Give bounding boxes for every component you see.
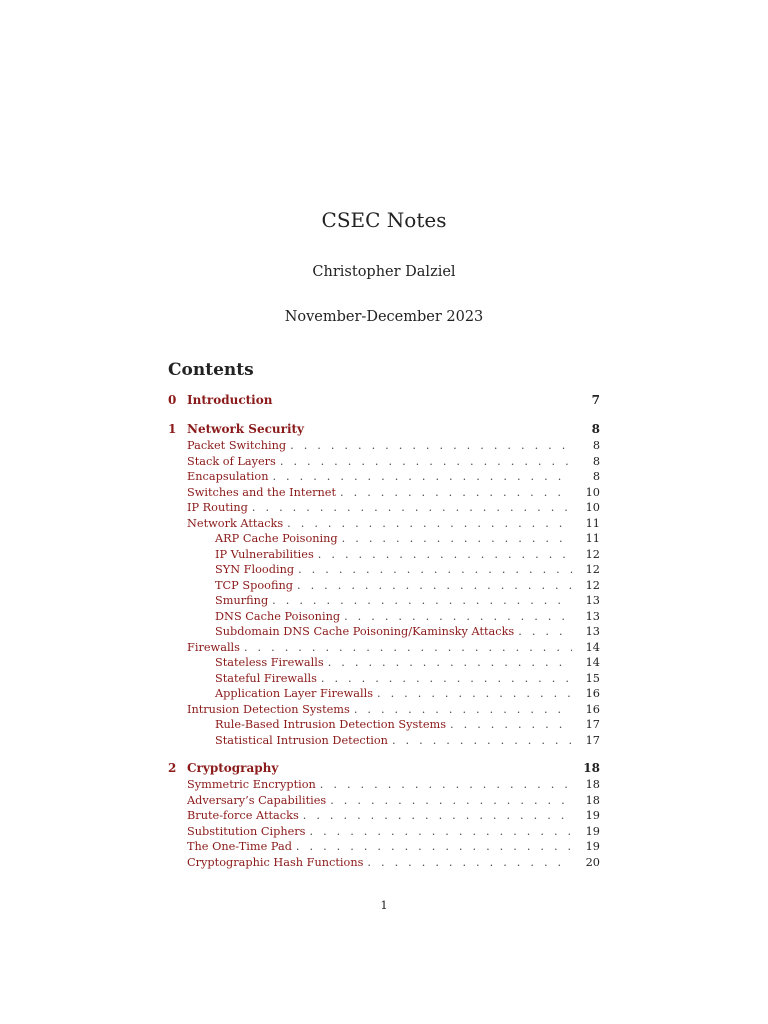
toc-entry-page: 8: [592, 454, 600, 468]
toc-entry-link[interactable]: Substitution Ciphers: [187, 824, 306, 838]
toc-chapter-link[interactable]: Cryptography: [187, 761, 279, 775]
dot-leader: [290, 438, 572, 454]
dot-leader: [354, 702, 572, 718]
dot-leader: [330, 793, 572, 809]
toc-section[interactable]: [168, 454, 600, 470]
toc-entry-page: 19: [585, 840, 600, 853]
toc-chapter[interactable]: [168, 420, 600, 438]
dot-leader: [328, 655, 572, 671]
toc-entry-link[interactable]: SYN Flooding: [215, 563, 295, 576]
dot-leader: [340, 485, 572, 501]
toc-entry-link[interactable]: Switches and the Internet: [187, 485, 337, 499]
toc-entry-link[interactable]: Statistical Intrusion Detection: [215, 733, 388, 747]
toc-entry-link[interactable]: The One-Time Pad: [187, 840, 292, 853]
dot-leader: [309, 824, 572, 840]
dot-leader: [272, 469, 572, 485]
dot-leader: [344, 609, 572, 625]
dot-leader: [320, 777, 572, 793]
dot-leader: [298, 562, 572, 578]
dot-leader: [342, 531, 572, 547]
toc-subsection[interactable]: [168, 624, 600, 640]
toc-entry-page: 10: [585, 501, 600, 514]
toc-entry-link[interactable]: Stack of Layers: [187, 454, 276, 468]
toc-entry-page: 8: [592, 470, 600, 483]
toc-subsection[interactable]: [168, 547, 600, 563]
toc-subsection[interactable]: [168, 593, 600, 609]
dot-leader: [392, 733, 572, 749]
dot-leader: [272, 593, 572, 609]
toc-section[interactable]: [168, 793, 600, 809]
document-author: Christopher Dalziel: [312, 264, 456, 280]
toc-chapter-page: 8: [591, 422, 600, 436]
dot-leader: [287, 516, 572, 532]
toc-entry-page: 16: [585, 687, 600, 700]
contents-heading: Contents: [168, 360, 254, 380]
toc-entry-page: 18: [585, 778, 600, 791]
toc-section[interactable]: [168, 777, 600, 793]
toc-section[interactable]: [168, 839, 600, 855]
dot-leader: [377, 686, 572, 702]
toc-chapter[interactable]: [168, 759, 600, 777]
toc-entry-page: 13: [585, 625, 600, 638]
dot-leader: [321, 671, 572, 687]
dot-leader: [303, 808, 572, 824]
toc-subsection[interactable]: [168, 733, 600, 749]
toc-entry-page: 16: [585, 702, 600, 716]
toc-section[interactable]: [168, 438, 600, 454]
toc-entry-link[interactable]: Stateful Firewalls: [215, 671, 317, 685]
toc-entry-page: 12: [585, 578, 600, 592]
toc-entry-page: 10: [585, 485, 600, 499]
toc-section[interactable]: [168, 500, 600, 516]
dot-leader: [297, 578, 572, 594]
toc-entry-page: 12: [585, 547, 600, 561]
toc-chapter-page: 18: [583, 761, 600, 775]
toc-entry-page: 12: [585, 563, 600, 576]
toc-subsection[interactable]: [168, 578, 600, 594]
toc-section[interactable]: [168, 485, 600, 501]
toc-chapter-number: 1: [168, 422, 177, 436]
dot-leader: [296, 839, 572, 855]
toc-entry-link[interactable]: IP Vulnerabilities: [215, 547, 314, 561]
toc-subsection[interactable]: [168, 717, 600, 733]
toc-section[interactable]: [168, 469, 600, 485]
toc-entry-link[interactable]: DNS Cache Poisoning: [215, 609, 341, 623]
toc-entry-page: 17: [585, 733, 600, 747]
toc-entry-page: 18: [585, 793, 600, 807]
toc-entry-page: 8: [592, 439, 600, 452]
toc-chapter-link[interactable]: Network Security: [187, 422, 305, 436]
toc-chapter-number: 2: [168, 761, 177, 775]
dot-leader: [244, 640, 572, 656]
toc-entry-link[interactable]: Intrusion Detection Systems: [187, 702, 350, 716]
toc-entry-link[interactable]: Encapsulation: [187, 470, 269, 483]
dot-leader: [318, 547, 572, 563]
toc-entry-link[interactable]: Firewalls: [187, 640, 240, 654]
dot-leader: [518, 624, 572, 640]
document-date: November-December 2023: [284, 309, 484, 325]
dot-leader: [280, 454, 572, 470]
toc-subsection[interactable]: [168, 671, 600, 687]
toc-subsection[interactable]: [168, 562, 600, 578]
toc-chapter-link[interactable]: Introduction: [187, 393, 273, 407]
toc-subsection[interactable]: [168, 531, 600, 547]
toc-entry-link[interactable]: Application Layer Firewalls: [215, 687, 373, 700]
toc-entry-link[interactable]: Cryptographic Hash Functions: [187, 855, 364, 869]
toc-subsection[interactable]: [168, 609, 600, 625]
toc-section[interactable]: [168, 824, 600, 840]
toc-entry-page: 14: [585, 656, 600, 669]
toc-entry-page: 20: [585, 855, 600, 869]
toc-entry-link[interactable]: Network Attacks: [187, 516, 284, 530]
toc-entry-page: 11: [585, 532, 600, 545]
toc-entry-link[interactable]: Symmetric Encryption: [187, 778, 316, 791]
toc-subsection[interactable]: [168, 655, 600, 671]
toc-entry-link[interactable]: Subdomain DNS Cache Poisoning/Kaminsky Attacks: [215, 625, 515, 638]
toc-chapter[interactable]: [168, 391, 600, 409]
toc-section[interactable]: [168, 640, 600, 656]
dot-leader: [367, 855, 572, 871]
toc-chapter-page: 7: [591, 393, 600, 407]
page-number: 1: [380, 898, 388, 912]
toc-entry-link[interactable]: IP Routing: [187, 501, 248, 514]
toc-entry-link[interactable]: Brute-force Attacks: [187, 809, 299, 822]
toc-section[interactable]: [168, 702, 600, 718]
dot-leader: [450, 717, 572, 733]
toc-section[interactable]: [168, 855, 600, 871]
toc-entry-page: 13: [585, 594, 600, 607]
document-title: CSEC Notes: [321, 208, 447, 232]
dot-leader: [252, 500, 572, 516]
toc-section[interactable]: [168, 808, 600, 824]
toc-entry-link[interactable]: Packet Switching: [187, 439, 287, 452]
toc-entry-link[interactable]: Rule-Based Intrusion Detection Systems: [215, 718, 447, 731]
toc-entry-link[interactable]: Smurfing: [215, 594, 269, 607]
toc-entry-link[interactable]: Adversary’s Capabilities: [187, 793, 327, 807]
toc-entry-page: 11: [585, 516, 600, 530]
toc-subsection[interactable]: [168, 686, 600, 702]
toc-entry-page: 13: [585, 609, 600, 623]
toc-entry-page: 15: [585, 671, 600, 685]
toc-entry-page: 19: [585, 824, 600, 838]
toc-entry-page: 17: [585, 718, 600, 731]
toc-entry-link[interactable]: Stateless Firewalls: [215, 656, 324, 669]
toc-entry-page: 14: [585, 640, 600, 654]
toc-entry-link[interactable]: ARP Cache Poisoning: [215, 532, 338, 545]
toc-section[interactable]: [168, 516, 600, 532]
toc-chapter-number: 0: [168, 393, 177, 407]
toc-entry-link[interactable]: TCP Spoofing: [215, 578, 293, 592]
toc-entry-page: 19: [585, 809, 600, 822]
table-of-contents: [168, 391, 600, 870]
